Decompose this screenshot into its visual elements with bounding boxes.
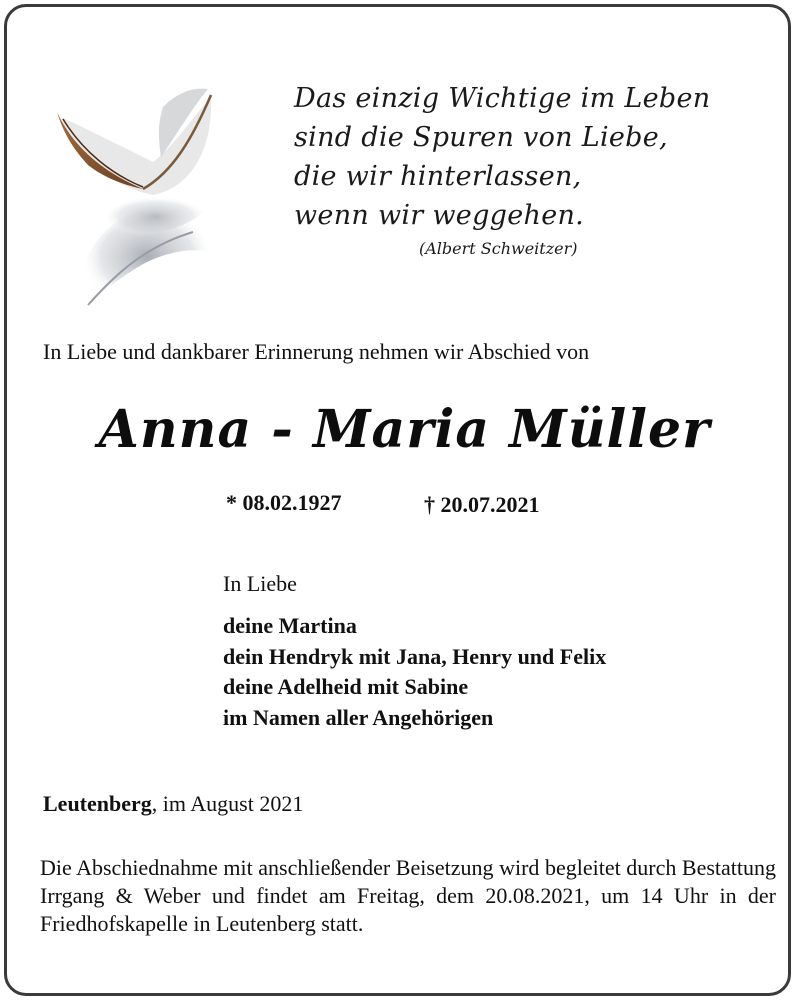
place-name: Leutenberg [43, 791, 152, 816]
quote-line: Das einzig Wichtige im Leben [294, 83, 711, 114]
quote-source: (Albert Schweitzer) [419, 239, 578, 258]
birth-date: * 08.02.1927 [226, 490, 342, 515]
quote-line: wenn wir weggehen. [294, 200, 585, 231]
mourner-name: deine Martina [223, 613, 357, 638]
feather-icon [43, 77, 243, 317]
place-date-line [43, 791, 303, 817]
quote-block [294, 79, 764, 235]
date-text: , im August 2021 [151, 791, 304, 816]
mourner-name: im Namen aller Angehörigen [223, 704, 494, 730]
quote-line: sind die Spuren von Liebe, [294, 122, 668, 153]
mourners-list [223, 611, 606, 733]
mourner-name: dein Hendryk mit Jana, Henry und Felix [223, 643, 607, 669]
deceased-name: Anna - Maria Müller [98, 399, 711, 460]
intro-text: In Liebe und dankbarer Erinnerung nehmen wir Abschied von [43, 339, 590, 364]
obituary-card [4, 4, 791, 996]
mourner-name: deine Adelheid mit Sabine [223, 674, 469, 699]
quote-line: die wir hinterlassen, [294, 161, 582, 192]
mourners-intro: In Liebe [223, 571, 297, 596]
funeral-notice: Die Abschiednahme mit anschließender Beisetzung wird begleitet durch Bestattung Irrgang & Weber und findet am Freitag, dem 20.08.2021, um 14 Uhr in der Friedhofskapelle in Leutenberg statt. [40, 855, 776, 936]
death-date: † 20.07.2021 [424, 492, 540, 517]
